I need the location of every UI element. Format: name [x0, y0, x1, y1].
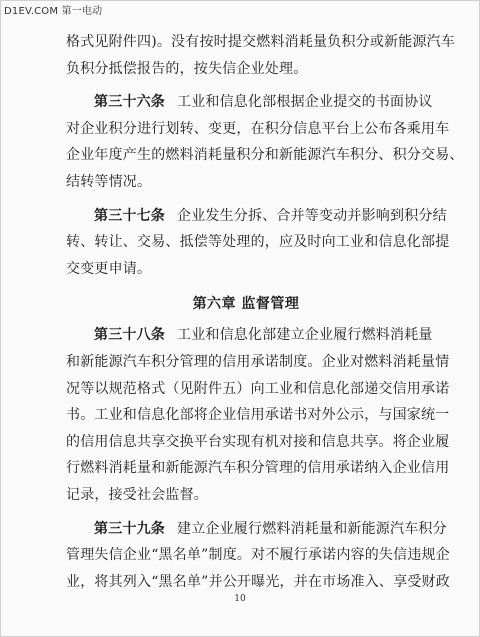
text-line: 业，将其列入“黑名单”并公开曝光，并在市场准入、享受财政: [66, 573, 450, 590]
text-line: 格式见附件四)。没有按时提交燃料消耗量负积分或新能源汽车: [66, 34, 456, 50]
article-36: [66, 89, 464, 195]
page-number: 10: [234, 594, 246, 604]
article-first-line: [66, 516, 447, 543]
text-line: 书。工业和信息化部将企业信用承诺书对外公示，与国家统一: [66, 407, 450, 424]
article-heading: 第三十七条: [94, 207, 165, 224]
article-first-line: [66, 322, 433, 349]
article-heading: 第三十六条: [94, 94, 165, 111]
text-line: 企业年度产生的燃料消耗量积分和新能源汽车积分、积分交易、: [66, 147, 464, 164]
text-line: 转、转让、交易、抵偿等处理的，应及时向工业和信息化部提: [66, 234, 450, 251]
text-line: 工业和信息化部建立企业履行燃料消耗量: [177, 327, 433, 344]
article-heading: 第三十八条: [94, 327, 165, 344]
article-37: [66, 203, 450, 283]
text-line: 和新能源汽车积分管理的信用承诺制度。企业对燃料消耗量情: [66, 353, 450, 370]
text-line: 工业和信息化部根据企业提交的书面协议: [177, 94, 433, 111]
article-38: [66, 322, 450, 508]
paragraph-continuation: [66, 29, 456, 82]
article-first-line: [66, 203, 447, 230]
text-line: 交变更申请。: [66, 260, 152, 277]
document-body: [66, 29, 464, 595]
chapter-heading: 第六章 监督管理: [192, 296, 300, 313]
text-line: 行燃料消耗量和新能源汽车积分管理的信用承诺纳入企业信用: [66, 460, 450, 477]
text-line: 记录，接受社会监督。: [66, 486, 208, 503]
article-first-line: [66, 89, 433, 116]
text-line: 结转等情况。: [66, 173, 152, 190]
text-line: 企业发生分拆、合并等变动并影响到积分结: [177, 207, 447, 224]
text-line: 负积分抵偿报告的，按失信企业处理。: [66, 60, 308, 77]
site-watermark: D1EV.COM 第一电动: [4, 6, 103, 17]
text-line: 管理失信企业“黑名单”制度。对不履行承诺内容的失信违规企: [66, 547, 450, 564]
text-line: 建立企业履行燃料消耗量和新能源汽车积分: [177, 520, 447, 537]
article-39: [66, 516, 450, 596]
text-line: 的信用信息共享交换平台实现有机对接和信息共享。将企业履: [66, 433, 450, 450]
article-heading: 第三十九条: [94, 520, 165, 537]
text-line: 况等以规范格式（见附件五）向工业和信息化部递交信用承诺: [66, 380, 450, 397]
text-line: 对企业积分进行划转、变更，在积分信息平台上公布各乘用车: [66, 120, 450, 137]
